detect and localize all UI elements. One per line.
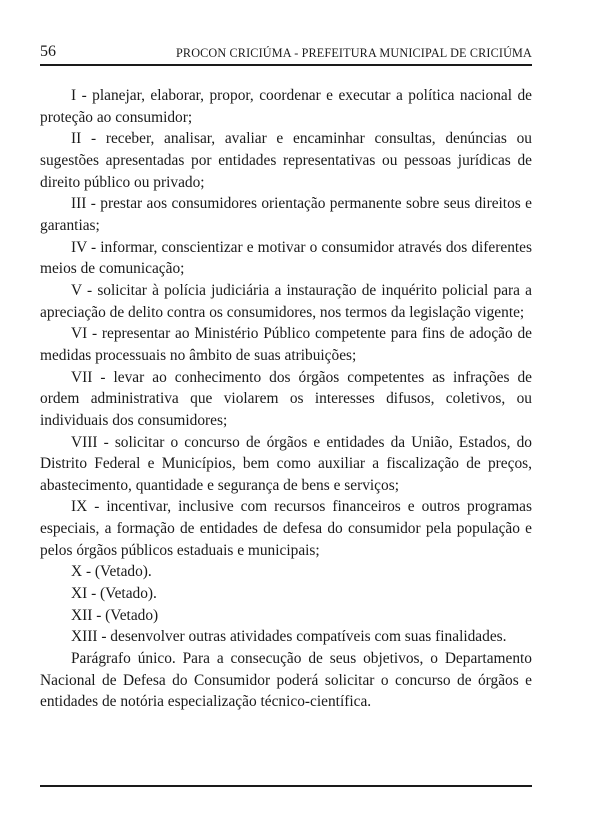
paragraph-item-xiii: XIII - desenvolver outras atividades compatíveis com suas finalidades. [71,628,507,646]
paragraph-item-iii: III - prestar aos consumidores orientação permanente sobre seus direitos e garantias; [40,195,532,234]
footer-rule [40,785,532,787]
paragraph-item-viii: VIII - solicitar o concurso de órgãos e entidades da União, Estados, do Distrito Federal e Municípios, bem como auxiliar a fiscalização de preços, abastecimento, quantidade e segurança de bens e serviços; [40,433,532,494]
body-text [40,85,532,713]
page-header [40,40,532,64]
paragraph-item-x: X - (Vetado). [71,563,152,581]
page-number: 56 [40,43,56,60]
paragraph-item-v: V - solicitar à polícia judiciária a instauração de inquérito policial para a apreciação de delito contra os consumidores, nos termos da legislação vigente; [40,281,532,321]
header-rule [40,64,532,66]
document-page [40,0,532,827]
paragraph-item-ix: IX - incentivar, inclusive com recursos financeiros e outros programas especiais, a formação de entidades de defesa do consumidor pela população e pelos órgãos públicos estaduais e municipais; [40,498,532,559]
running-head: PROCON CRICIÚMA - PREFEITURA MUNICIPAL DE CRICIÚMA [175,46,532,60]
paragraph-item-vii: VII - levar ao conhecimento dos órgãos competentes as infrações de ordem administrativa que violarem os interesses difusos, coletivos, ou individuais dos consumidores; [40,368,532,429]
paragraph-item-i: I - planejar, elaborar, propor, coordenar e executar a política nacional de proteção ao consumidor; [40,87,532,126]
paragraph-item-xii: XII - (Vetado) [71,606,159,624]
paragraph-item-xi: XI - (Vetado). [71,585,157,603]
paragraph-item-iv: IV - informar, conscientizar e motivar o consumidor através dos diferentes meios de comunicação; [40,238,532,278]
paragraph-item-ii: II - receber, analisar, avaliar e encaminhar consultas, denúncias ou sugestões apresentadas por entidades representativas ou pessoas jurídicas de direito público ou privado; [40,130,532,191]
paragraph-item-vi: VI - representar ao Ministério Público competente para fins de adoção de medidas processuais no âmbito de suas atribuições; [40,325,532,364]
paragraph-sole: Parágrafo único. Para a consecução de seus objetivos, o Departamento Nacional de Defesa do Consumidor poderá solicitar o concurso de órgãos e entidades de notória especialização técnico-científica. [40,650,532,711]
